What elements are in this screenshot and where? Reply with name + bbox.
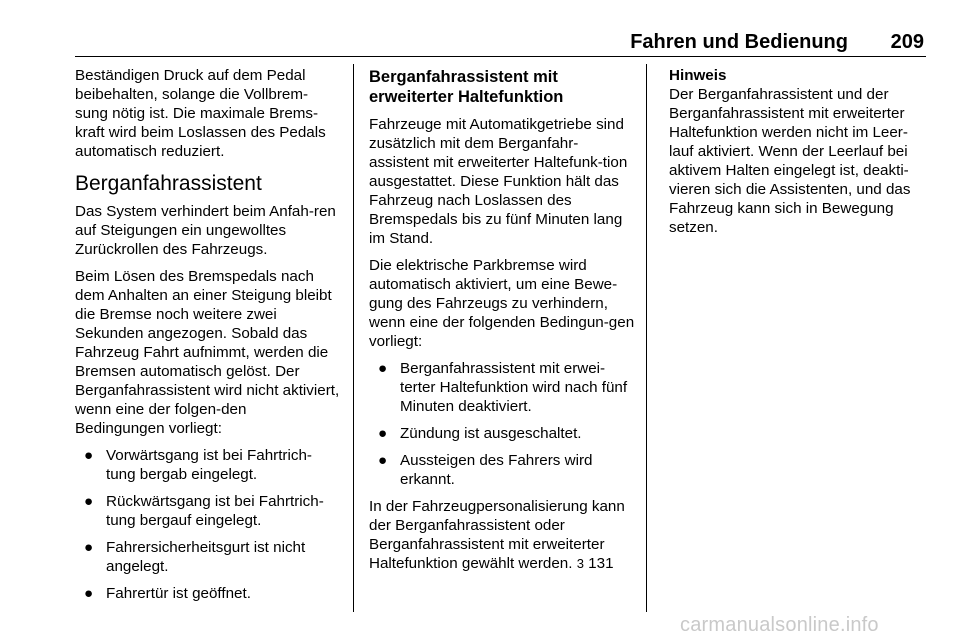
page-number: 209: [890, 31, 924, 53]
bullet-icon: ●: [378, 360, 388, 377]
list-item-text: Fahrersicherheitsgurt ist nicht angelegt.: [106, 539, 306, 575]
column-divider-2: [646, 64, 647, 612]
page-reference-link[interactable]: 131: [588, 555, 614, 572]
bullet-list: [369, 359, 636, 489]
section-heading: Berganfahrassistent: [75, 172, 262, 195]
list-item: [369, 424, 636, 443]
list-item: [75, 538, 340, 576]
list-item-text: Berganfahrassistent mit erwei-terter Haltefunktion wird nach fünf Minuten deaktiviert.: [400, 360, 628, 415]
column-divider-1: [353, 64, 354, 612]
bullet-icon: ●: [84, 539, 94, 556]
column-left: [75, 66, 340, 611]
watermark: carmanualsonline.info: [680, 614, 879, 636]
header-rule: [75, 56, 926, 57]
paragraph: Fahrzeuge mit Automatikgetriebe sind zusätzlich mit dem Berganfahr-assistent mit erweiterter Haltefunk-tion ausgestattet. Diese Funktion hält das Fahrzeug nach Loslassen des Bremspedals bis zu fünf Minuten lang im Stand.: [369, 116, 628, 247]
bullet-icon: ●: [84, 493, 94, 510]
list-item-text: Aussteigen des Fahrers wird erkannt.: [400, 452, 593, 488]
list-item: [75, 584, 340, 603]
list-item: [75, 446, 340, 484]
bullet-icon: ●: [378, 425, 388, 442]
list-item: [369, 359, 636, 416]
paragraph-with-reference: [369, 497, 636, 573]
bullet-icon: ●: [84, 585, 94, 602]
list-item: [75, 492, 340, 530]
paragraph-text: In der Fahrzeugpersonalisierung kann der Berganfahrassistent oder Berganfahrassistent mit erweiterter Haltefunktion gewählt werden.: [369, 498, 625, 572]
note-text: Der Berganfahrassistent und der Berganfahrassistent mit erweiterter Haltefunktion werden nicht im Leer-lauf aktiviert. Wenn der Leerlauf bei aktivem Halten eingelegt ist, deakti-vieren sich die Assistenten, und das Fahrzeug kann sich in Bewegung setzen.: [669, 86, 911, 236]
paragraph: Beim Lösen des Bremspedals nach dem Anhalten an einer Steigung bleibt die Bremse noch weitere zwei Sekunden angezogen. Sobald das Fahrzeug Fahrt aufnimmt, werden die Bremsen automatisch gelöst. Der Berganfahrassistent wird nicht aktiviert, wenn eine der folgen-den Bedingungen vorliegt:: [75, 268, 340, 437]
page-reference-icon: 3: [576, 556, 584, 571]
paragraph: Die elektrische Parkbremse wird automatisch aktiviert, um eine Bewe-gung des Fahrzeugs zu verhindern, wenn eine der folgenden Bedingun-gen vorliegt:: [369, 257, 635, 350]
paragraph: Das System verhindert beim Anfah-ren auf Steigungen ein ungewolltes Zurückrollen des Fahrzeugs.: [75, 203, 336, 258]
column-right: [669, 66, 927, 245]
note-title: Hinweis: [669, 67, 727, 84]
column-middle: [369, 66, 636, 581]
bullet-list: [75, 446, 340, 603]
list-item-text: Fahrertür ist geöffnet.: [106, 585, 251, 602]
paragraph: Beständigen Druck auf dem Pedal beibehalten, solange die Vollbrem-sung nötig ist. Die maximale Brems-kraft wird beim Loslassen des Pedals automatisch reduziert.: [75, 67, 326, 160]
bullet-icon: ●: [378, 452, 388, 469]
list-item-text: Vorwärtsgang ist bei Fahrtrich-tung bergab eingelegt.: [106, 447, 312, 483]
note: [669, 66, 927, 237]
list-item: [369, 451, 636, 489]
list-item-text: Rückwärtsgang ist bei Fahrtrich-tung bergauf eingelegt.: [106, 493, 324, 529]
bullet-icon: ●: [84, 447, 94, 464]
subsection-heading: Berganfahrassistent mit erweiterter Haltefunktion: [369, 68, 564, 106]
list-item-text: Zündung ist ausgeschaltet.: [400, 425, 582, 442]
section-title: Fahren und Bedienung: [630, 31, 848, 53]
